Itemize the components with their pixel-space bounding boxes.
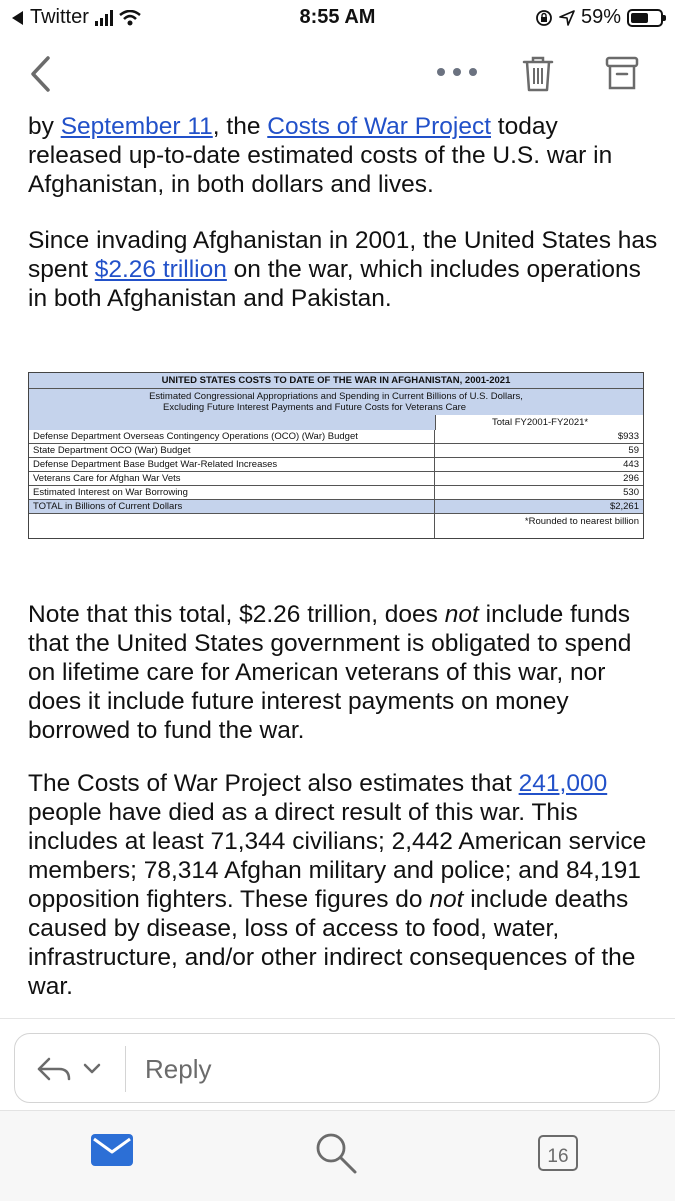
link-2-26-trillion[interactable]: $2.26 trillion [94, 256, 227, 283]
table-footnote-blank [29, 514, 435, 538]
table-title-row [29, 373, 643, 388]
table-row-label: State Department OCO (War) Budget [29, 444, 435, 457]
table-subtitle [29, 389, 643, 415]
table-footnote-row [29, 513, 643, 538]
table-subtitle-row [29, 388, 643, 415]
search-icon[interactable] [314, 1131, 358, 1175]
bottom-tab-bar [0, 1110, 675, 1201]
table-footnote: *Rounded to nearest billion [524, 516, 639, 527]
emphasis: not [429, 886, 464, 913]
divider [0, 1018, 675, 1019]
table-row [29, 485, 643, 499]
table-row-value: 530 [623, 487, 639, 498]
paragraph-spending [28, 226, 658, 313]
reply-label[interactable]: Reply [145, 1054, 212, 1084]
email-body-continued [28, 600, 658, 1028]
email-body [28, 112, 658, 340]
paragraph-note [28, 600, 658, 745]
text: include funds that the United States government is obligated to spend on lifetime care for American veterans of this war, nor does it include future interest payments on money borrowed to fund the war. [28, 601, 632, 744]
status-bar [0, 0, 675, 40]
table-row [29, 443, 643, 457]
table-rows [29, 430, 643, 499]
emphasis: not [444, 601, 479, 628]
link-september-11[interactable]: September 11 [60, 113, 213, 140]
email-toolbar [0, 40, 675, 110]
table-row-value: 443 [623, 459, 639, 470]
table-row-label: Veterans Care for Afghan War Vets [29, 472, 435, 485]
battery-percent: 59% [580, 6, 621, 28]
reply-arrow-icon[interactable] [35, 1054, 115, 1084]
table-row [29, 457, 643, 471]
link-costs-of-war-project[interactable]: Costs of War Project [267, 113, 491, 140]
text: The Costs of War Project also estimates that [28, 770, 519, 797]
table-column-header: Total FY2001-FY2021* [435, 415, 643, 430]
table-row-label: Defense Department Base Budget War-Related Increases [29, 458, 435, 471]
link-241000[interactable]: 241,000 [518, 770, 608, 797]
table-subtitle-line1: Estimated Congressional Appropriations and Spending in Current Billions of U.S. Dollars, [149, 391, 523, 402]
text: include deaths caused by disease, loss of access to food, water, infrastructure, and/or other indirect consequences of the war. [28, 886, 636, 1000]
table-total-row [29, 499, 643, 513]
table-row-value: 59 [628, 445, 639, 456]
table-title: UNITED STATES COSTS TO DATE OF THE WAR IN AFGHANISTAN, 2001-2021 [29, 373, 643, 388]
rotation-lock-icon [535, 9, 553, 27]
calendar-day: 16 [547, 1146, 569, 1167]
table-row-label: Estimated Interest on War Borrowing [29, 486, 435, 499]
table-subtitle-line2: Excluding Future Interest Payments and Future Costs for Veterans Care [163, 402, 467, 413]
text: Since invading Afghanistan in 2001, the United States has spent [28, 227, 658, 283]
back-app-label: Twitter [30, 6, 89, 28]
table-row-value: $933 [617, 431, 639, 442]
mail-icon[interactable] [90, 1133, 134, 1167]
table-row [29, 430, 643, 443]
back-chevron-icon[interactable] [28, 54, 52, 94]
text: today released up-to-date estimated costs of the U.S. war in Afghanistan, in both dollars and lives. [28, 113, 613, 198]
paragraph-deaths [28, 769, 658, 1001]
text: by [28, 113, 61, 140]
battery-fill [631, 13, 648, 23]
more-options-icon[interactable] [437, 68, 477, 76]
battery-icon [627, 9, 663, 27]
calendar-icon[interactable] [538, 1131, 580, 1173]
trash-icon[interactable] [522, 54, 554, 94]
text: , the [212, 113, 268, 140]
table-row-label: Defense Department Overseas Contingency Operations (OCO) (War) Budget [29, 430, 435, 443]
paragraph-intro [28, 112, 658, 199]
table-row [29, 471, 643, 485]
archive-icon[interactable] [605, 54, 639, 94]
status-time: 8:55 AM [299, 6, 376, 28]
reply-separator [125, 1046, 126, 1092]
table-row-value: 296 [623, 473, 639, 484]
text: people have died as a direct result of this war. This includes at least 71,344 civilians; 2,442 American service members; 78,314 Afghan military and police; and 84,191 opposition fighters. These figures do [28, 799, 647, 913]
status-right [535, 6, 663, 29]
location-icon [559, 10, 575, 26]
reply-bar[interactable] [14, 1033, 660, 1103]
table-total-label: TOTAL in Billions of Current Dollars [29, 500, 435, 513]
text: on the war, which includes operations in both Afghanistan and Pakistan. [28, 256, 641, 312]
text: Note that this total, $2.26 trillion, does [28, 601, 445, 628]
costs-table [28, 372, 644, 539]
table-header-row [29, 415, 643, 430]
table-header-blank [29, 415, 435, 430]
table-total-value: $2,261 [609, 501, 639, 512]
